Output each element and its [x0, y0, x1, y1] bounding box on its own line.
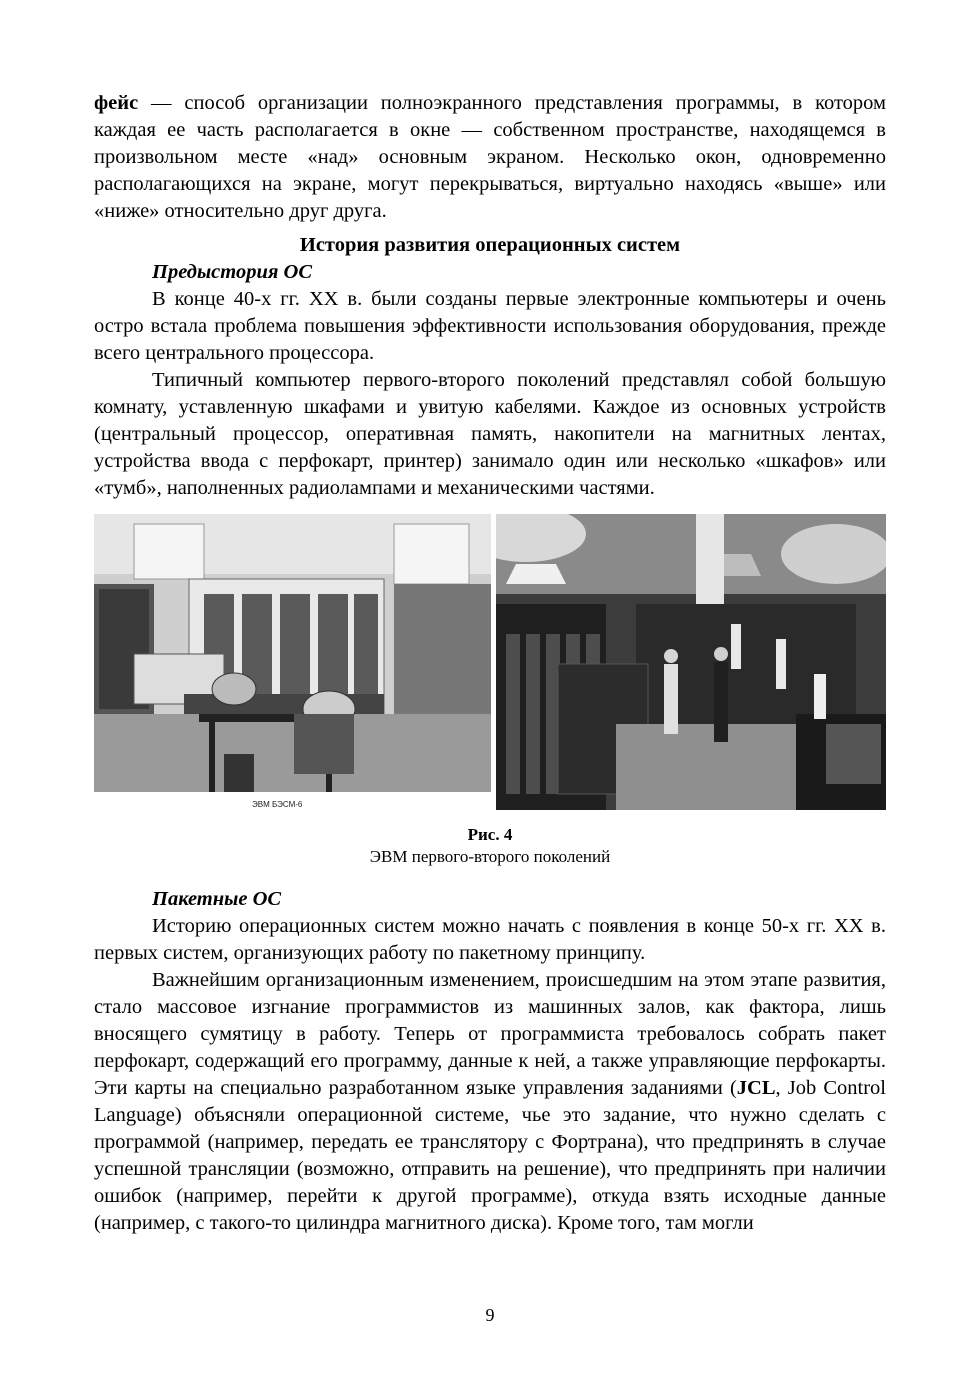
paragraph-prehistory-2: Типичный компьютер первого-второго поколений представлял собой большую комнату, уставленную шкафами и увитую кабелями. Каждое из основных устройств (центральный процессор, оперативная память, накопители на магнитных лентах, устройства ввода с перфокарт, принтер) занимало один или несколько «шкафов» или «тумб», наполненных радиолампами и механическими частями. — [94, 369, 886, 499]
photo-eniac-illustration — [496, 514, 886, 810]
jcl-term: JCL — [736, 1077, 776, 1099]
paragraph-batch-2-part2: , Job Control Language) объясняли операционной системе, чье это задание, что нужно сделать с программой (например, передать ее транслятору с Фортрана), что предпринять в случае успешной трансляции (возможно, отправить на решение), что предпринять при наличии ошибок (например, перейти к другой программе), откуда взять исходные данные (например, с такого-то цилиндра магнитного диска). Кроме того, там могли — [94, 1077, 886, 1234]
subsection-title-prehistory: Предыстория ОС — [152, 261, 313, 283]
intro-term: фейс — [94, 92, 139, 114]
paragraph-batch-1: Историю операционных систем можно начать с появления в конце 50-х гг. XX в. первых систем, организующих работу по пакетному принципу. — [94, 915, 886, 964]
photo-besm6-illustration — [94, 514, 491, 810]
intro-text: — способ организации полноэкранного представления программы, в котором каждая ее часть располагается в окне — собственном пространстве, находящемся в произвольном месте «над» основным экраном. Несколько окон, одновременно располагающихся на экране, могут перекрываться, виртуально находясь «выше» или «ниже» относительно друг друга. — [94, 92, 886, 222]
section-title: История развития операционных систем — [299, 234, 681, 256]
photo-besm6-label: ЭВМ БЭСМ-6 — [252, 800, 303, 809]
paragraph-batch-2-part1: Важнейшим организационным изменением, происшедшим на этом этапе развития, стало массовое изгнание программистов из машинных залов, как фактора, лишь вносящего сумятицу в работу. Теперь от программиста требовалось собрать пакет перфокарт, содержащий его программу, данные к ней, а также управляющие перфокарты. Эти карты на специально разработанном языке управления заданиями ( — [94, 969, 886, 1099]
page-content — [94, 90, 886, 1237]
paragraph-prehistory-1: В конце 40-х гг. XX в. были созданы первые электронные компьютеры и очень остро встала проблема повышения эффективности использования оборудования, прежде всего центрального процессора. — [94, 288, 886, 364]
figure-4 — [94, 514, 886, 810]
subsection-title-batch: Пакетные ОС — [152, 888, 282, 910]
figure-number: Рис. 4 — [467, 825, 513, 844]
photo-besm6 — [94, 514, 491, 810]
photo-eniac-hall — [496, 514, 886, 810]
page-number: 9 — [485, 1305, 495, 1325]
figure-caption: ЭВМ первого-второго поколений — [369, 847, 611, 866]
paragraph-batch-2 — [94, 967, 886, 1237]
intro-paragraph — [94, 90, 886, 225]
